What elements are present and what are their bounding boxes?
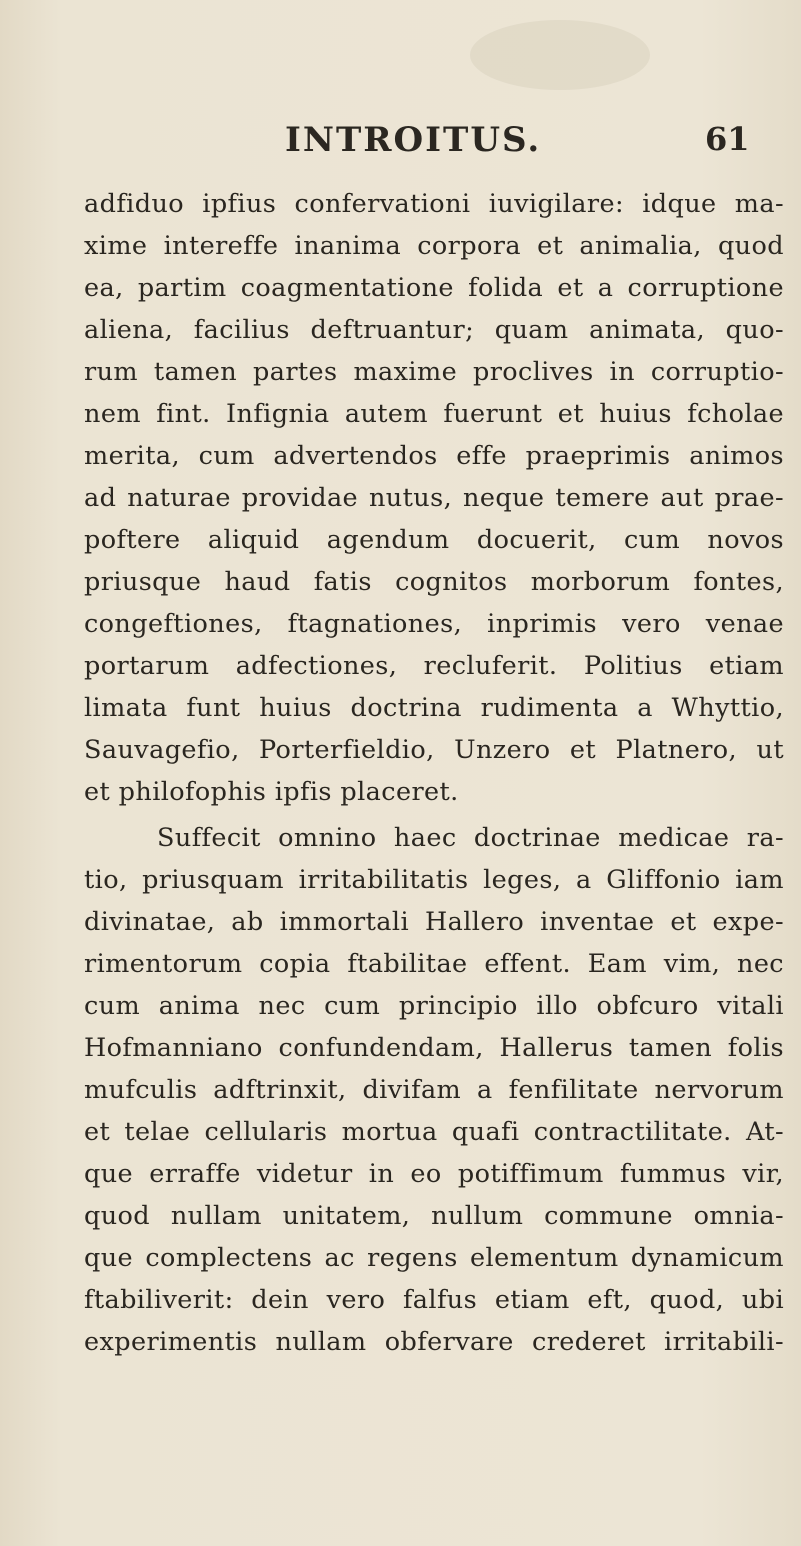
text-line: portarum adfectiones, recluferit. Politius etiam: [84, 651, 784, 681]
text-line: et telae cellularis mortua quafi contractilitate. At-: [84, 1117, 784, 1147]
text-line: Sauvagefio, Porterfieldio, Unzero et Platnero, ut: [84, 735, 784, 765]
text-line: mufculis adftrinxit, divifam a fenfilitate nervorum: [84, 1075, 784, 1105]
text-line: nem fint. Infignia autem fuerunt et huius fcholae: [84, 399, 784, 429]
text-line: rimentorum copia ftabilitae effent. Eam vim, nec: [84, 949, 784, 979]
page-number: 61: [705, 120, 750, 158]
text-line: aliena, facilius deftruantur; quam animata, quo-: [84, 315, 784, 345]
text-line: ftabiliverit: dein vero falfus etiam eft, quod, ubi: [84, 1285, 784, 1315]
text-line: priusque haud fatis cognitos morborum fontes,: [84, 567, 784, 597]
text-line: cum anima nec cum principio illo obfcuro vitali: [84, 991, 784, 1021]
text-line: divinatae, ab immortali Hallero inventae et expe-: [84, 907, 784, 937]
text-line: congeftiones, ftagnationes, inprimis vero venae: [84, 609, 784, 639]
text-line: quod nullam unitatem, nullum commune omnia-: [84, 1201, 784, 1231]
text-line: merita, cum advertendos effe praeprimis animos: [84, 441, 784, 471]
running-title: INTROITUS.: [285, 120, 542, 160]
text-line: que complectens ac regens elementum dynamicum: [84, 1243, 784, 1273]
text-line: ad naturae providae nutus, neque temere aut prae-: [84, 483, 784, 513]
text-line: ea, partim coagmentatione folida et a corruptione: [84, 273, 784, 303]
text-line: Hofmanniano confundendam, Hallerus tamen folis: [84, 1033, 784, 1063]
text-line: experimentis nullam obfervare crederet irritabili-: [84, 1327, 784, 1357]
text-line: poftere aliquid agendum docuerit, cum novos: [84, 525, 784, 555]
text-line: Suffecit omnino haec doctrinae medicae ra-: [157, 823, 784, 853]
text-line: limata funt huius doctrina rudimenta a Whyttio,: [84, 693, 784, 723]
text-line: adfiduo ipfius confervationi iuvigilare: idque ma-: [84, 189, 784, 219]
text-line: et philofophis ipfis placeret.: [84, 777, 459, 807]
text-line: xime intereffe inanima corpora et animalia, quod: [84, 231, 784, 261]
text-line: que erraffe videtur in eo potiffimum fummus vir,: [84, 1159, 784, 1189]
text-line: rum tamen partes maxime proclives in corruptio-: [84, 357, 784, 387]
text-line: tio, priusquam irritabilitatis leges, a Gliffonio iam: [84, 865, 784, 895]
